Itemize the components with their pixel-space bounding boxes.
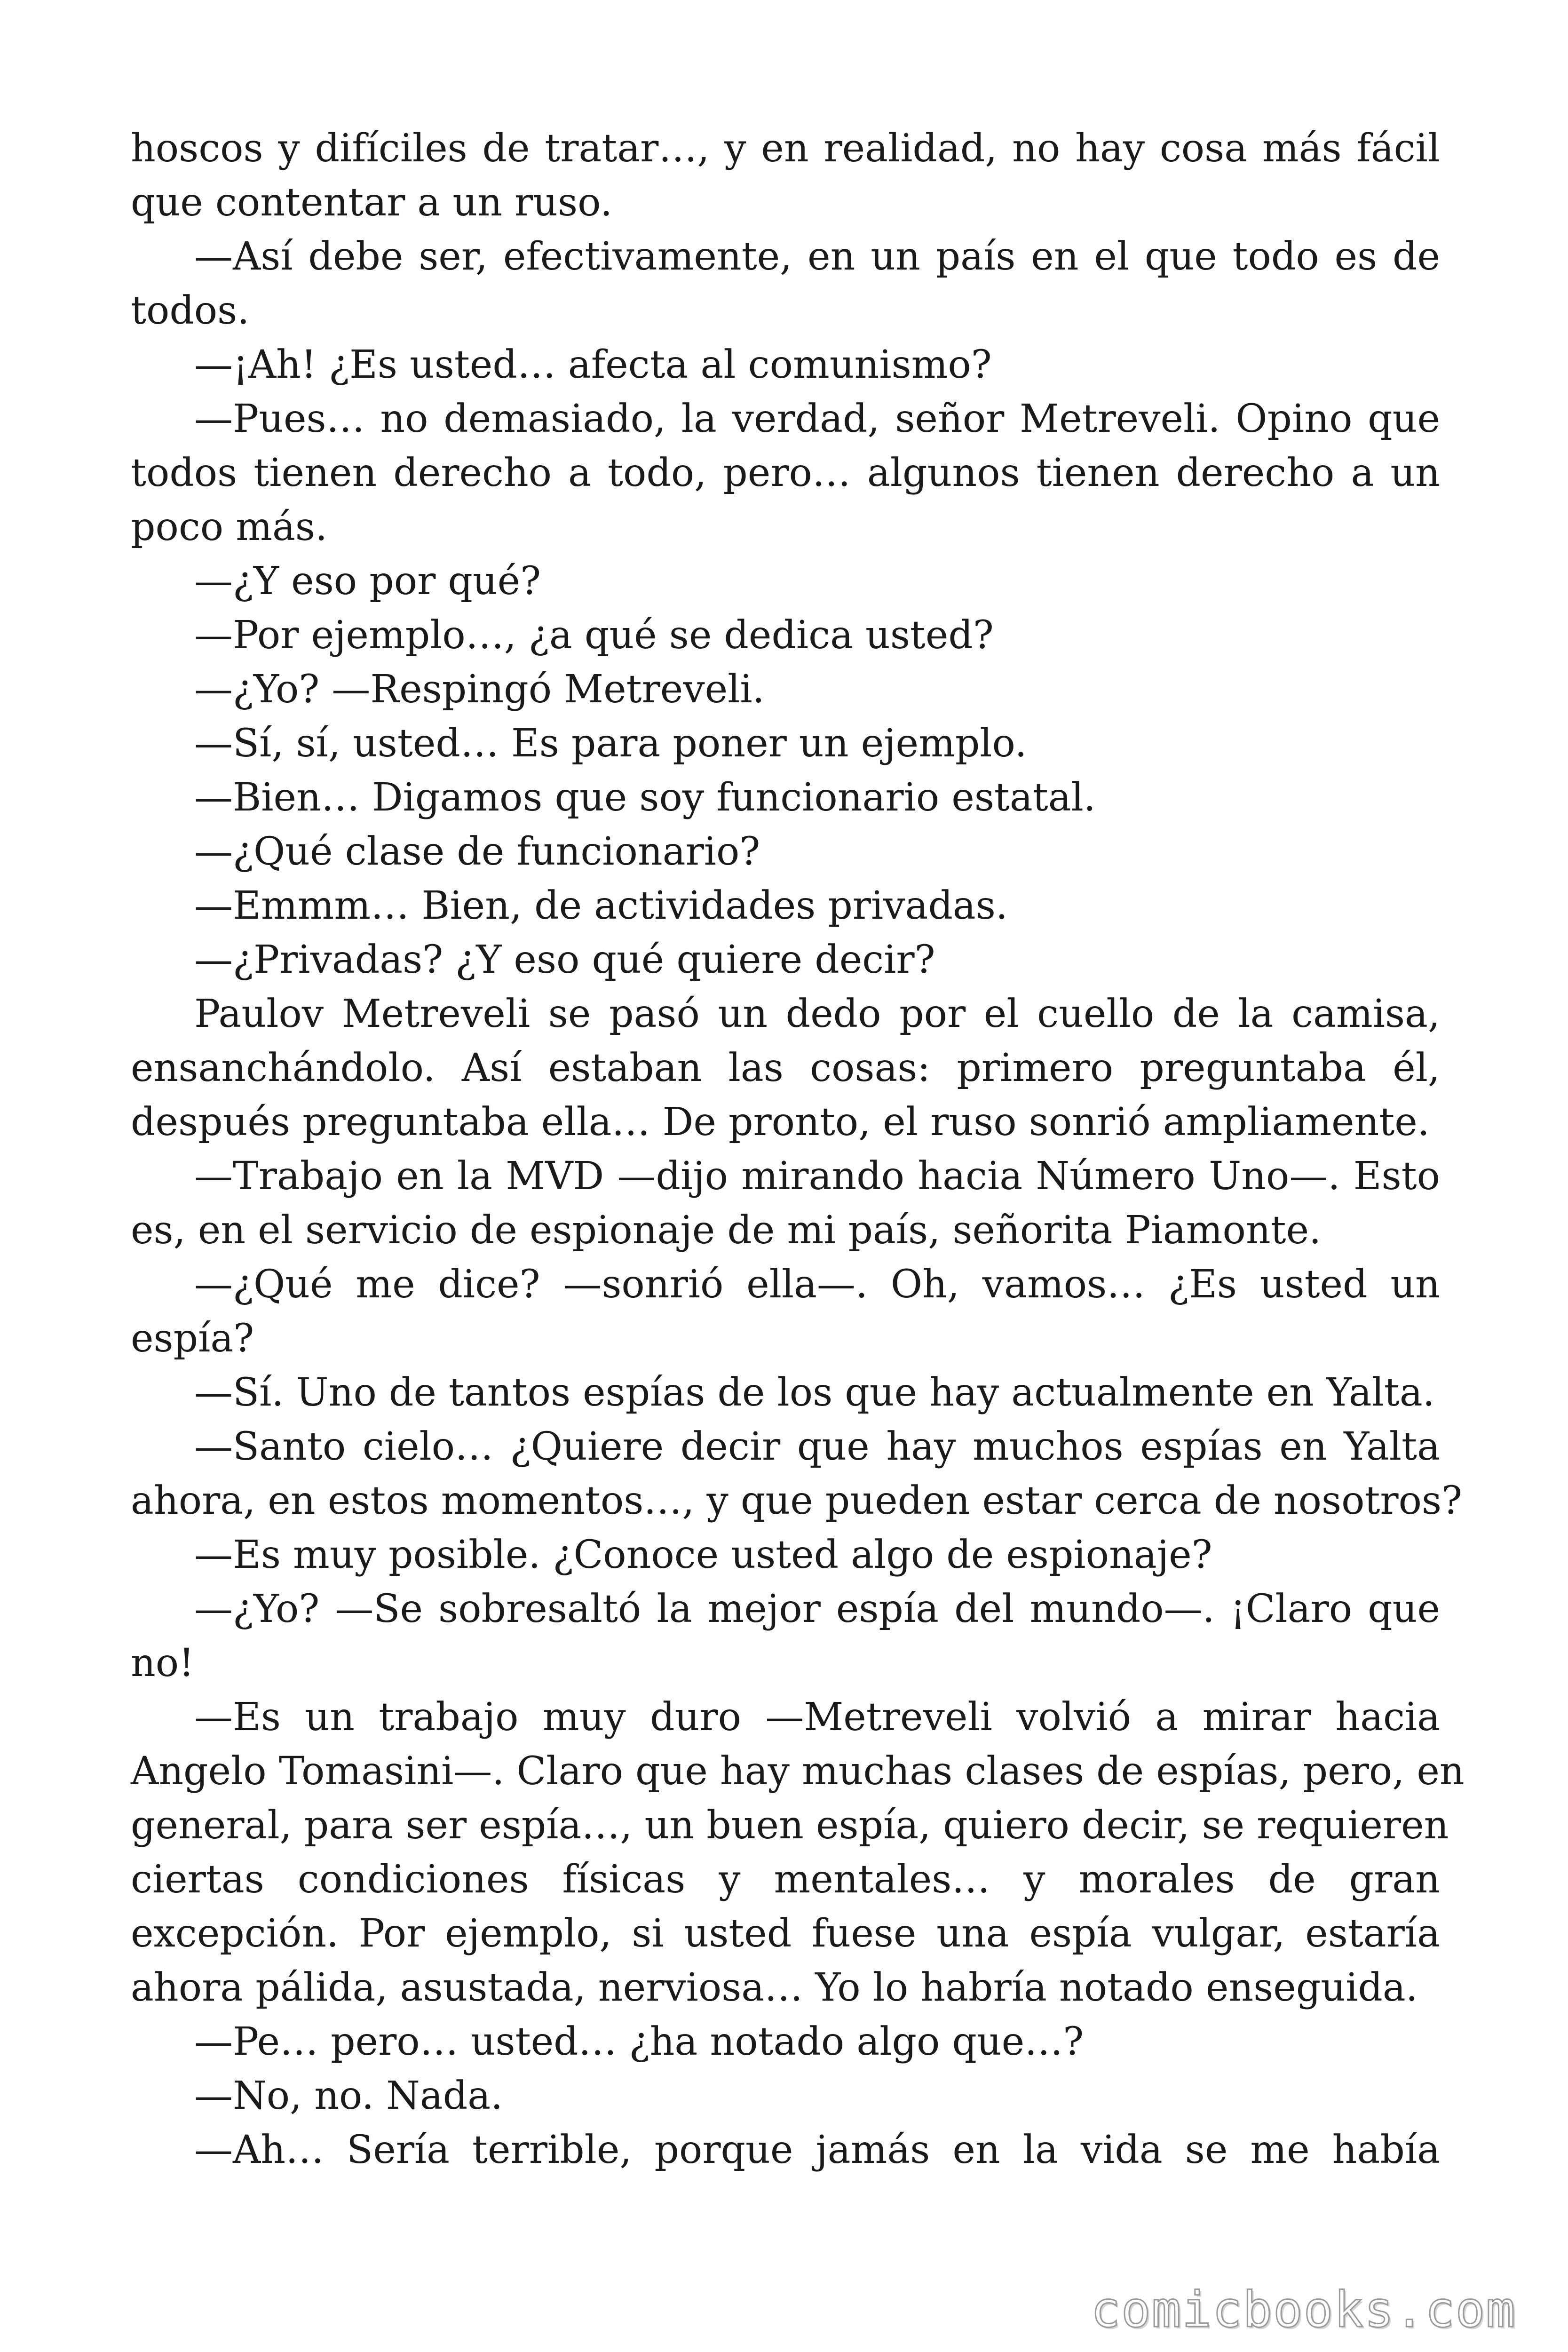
text-line: —Es un trabajo muy duro —Metreveli volvió a mirar hacia bbox=[194, 1695, 1440, 1740]
text-line: —Emmm… Bien, de actividades privadas. bbox=[194, 883, 1008, 928]
text-line: —Pues… no demasiado, la verdad, señor Metreveli. Opino que bbox=[194, 397, 1440, 441]
text-line: es, en el servicio de espionaje de mi país, señorita Piamonte. bbox=[131, 1208, 1322, 1253]
text-line: no! bbox=[131, 1641, 195, 1685]
text-line: ahora, en estos momentos…, y que pueden estar cerca de nosotros? bbox=[131, 1478, 1463, 1523]
site-watermark: comicbooks.com bbox=[1091, 2281, 1516, 2338]
text-line: —¿Qué me dice? —sonrió ella—. Oh, vamos… ¿Es usted un bbox=[194, 1262, 1440, 1307]
text-line: —No, no. Nada. bbox=[194, 2074, 503, 2118]
text-line: Paulov Metreveli se pasó un dedo por el cuello de la camisa, bbox=[194, 992, 1440, 1036]
text-line: ahora pálida, asustada, nerviosa… Yo lo habría notado enseguida. bbox=[131, 1965, 1418, 2010]
text-line: —Por ejemplo…, ¿a qué se dedica usted? bbox=[194, 613, 994, 658]
text-line: general, para ser espía…, un buen espía, quiero decir, se requieren bbox=[131, 1803, 1449, 1848]
text-line: —¿Yo? —Se sobresaltó la mejor espía del mundo—. ¡Claro que bbox=[194, 1587, 1440, 1631]
text-line: —Pe… pero… usted… ¿ha notado algo que…? bbox=[194, 2019, 1084, 2064]
page-body-text bbox=[131, 121, 1465, 2177]
text-line: espía? bbox=[131, 1316, 254, 1361]
text-line: —Ah… Sería terrible, porque jamás en la vida se me había bbox=[194, 2128, 1440, 2172]
text-line: —Santo cielo… ¿Quiere decir que hay muchos espías en Yalta bbox=[194, 1424, 1440, 1469]
text-line: —¿Y eso por qué? bbox=[194, 559, 541, 604]
text-line: —Bien… Digamos que soy funcionario estatal. bbox=[194, 775, 1096, 820]
text-line: —¿Qué clase de funcionario? bbox=[194, 829, 760, 874]
text-line: Angelo Tomasini—. Claro que hay muchas clases de espías, pero, en bbox=[131, 1749, 1465, 1794]
text-line: que contentar a un ruso. bbox=[131, 180, 613, 225]
text-line: ensanchándolo. Así estaban las cosas: primero preguntaba él, bbox=[131, 1046, 1440, 1090]
text-line: todos. bbox=[131, 288, 250, 333]
text-line: excepción. Por ejemplo, si usted fuese una espía vulgar, estaría bbox=[131, 1911, 1440, 1956]
text-line: hoscos y difíciles de tratar…, y en realidad, no hay cosa más fácil bbox=[131, 126, 1440, 171]
text-line: —Trabajo en la MVD —dijo mirando hacia Número Uno—. Esto bbox=[194, 1154, 1440, 1199]
text-line: poco más. bbox=[131, 505, 328, 549]
text-line: —¿Privadas? ¿Y eso qué quiere decir? bbox=[194, 938, 935, 982]
text-line: —¿Yo? —Respingó Metreveli. bbox=[194, 667, 765, 712]
text-line: —Es muy posible. ¿Conoce usted algo de espionaje? bbox=[194, 1533, 1212, 1577]
text-line: —Sí, sí, usted… Es para poner un ejemplo. bbox=[194, 721, 1027, 766]
text-line: después preguntaba ella… De pronto, el ruso sonrió ampliamente. bbox=[131, 1100, 1430, 1144]
text-line: —¡Ah! ¿Es usted… afecta al comunismo? bbox=[194, 342, 992, 387]
text-line: todos tienen derecho a todo, pero… algunos tienen derecho a un bbox=[131, 451, 1440, 495]
text-line: —Así debe ser, efectivamente, en un país en el que todo es de bbox=[194, 234, 1440, 279]
text-line: —Sí. Uno de tantos espías de los que hay actualmente en Yalta. bbox=[194, 1370, 1435, 1415]
text-line: ciertas condiciones físicas y mentales… y morales de gran bbox=[131, 1857, 1440, 1902]
